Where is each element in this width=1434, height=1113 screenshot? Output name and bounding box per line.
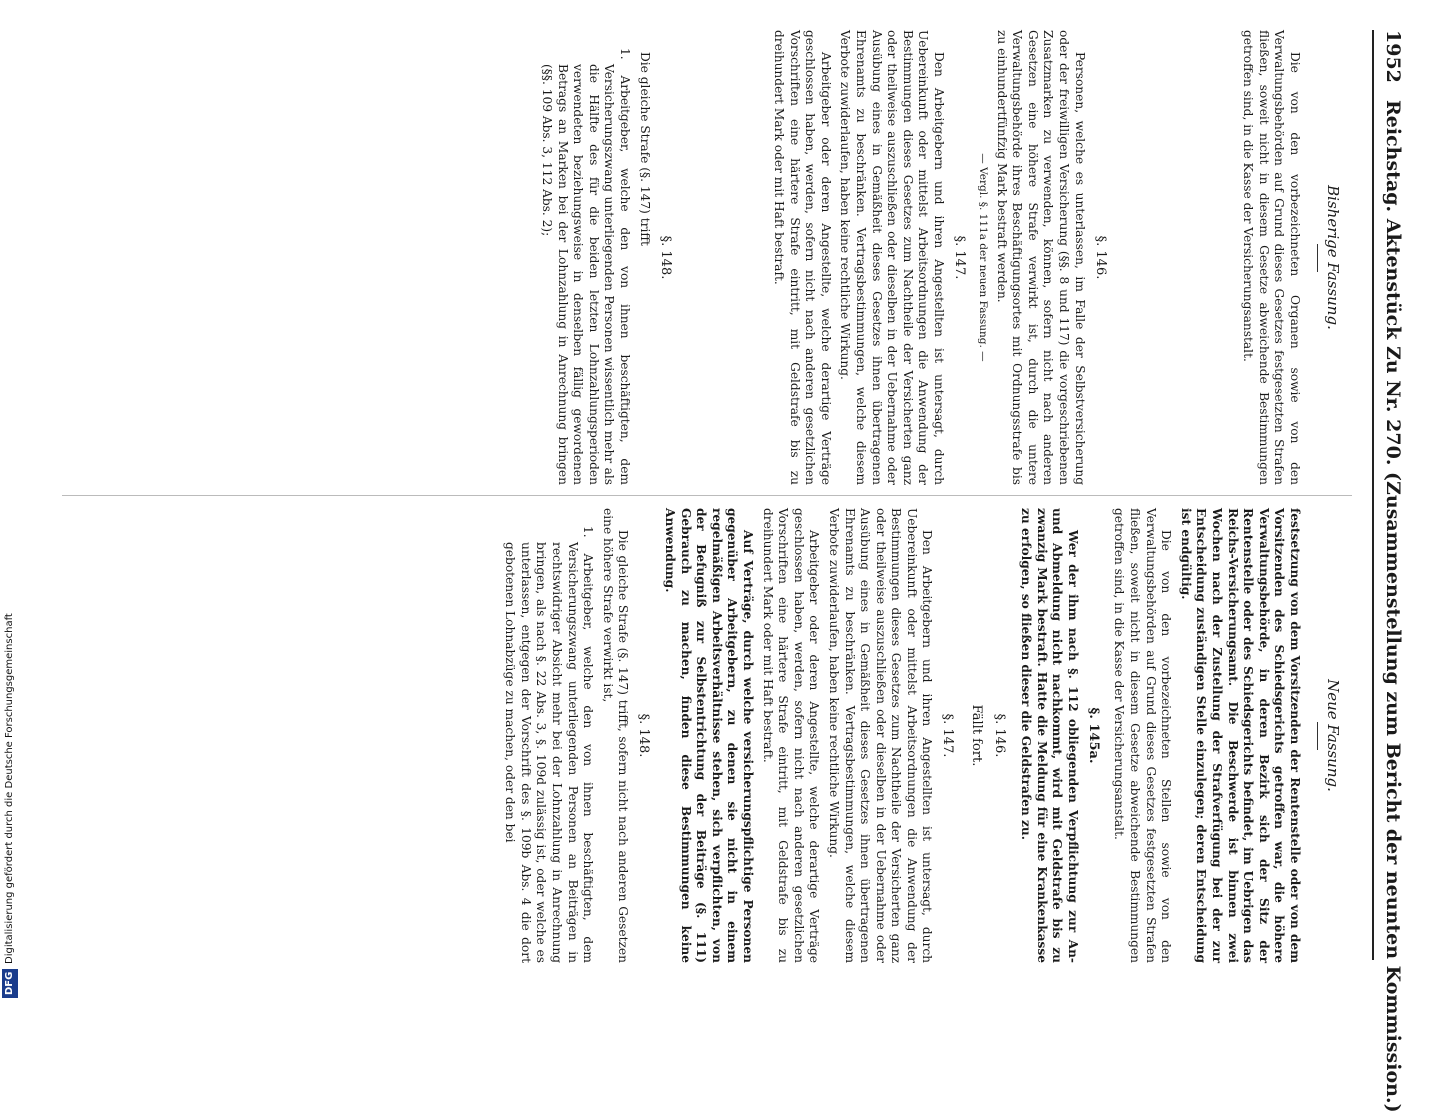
left-spacer (1118, 30, 1236, 485)
header-rule (1372, 30, 1374, 960)
page-header (1372, 30, 1404, 1113)
left-s146-note: — Vergl. §. 111a der neuen Fassung. — (977, 153, 990, 362)
page-number: 1952 (1382, 30, 1404, 83)
heading-underline (1317, 722, 1318, 750)
right-heading-text: Neue Fassung. (1324, 679, 1342, 792)
right-s146-faellt-fort: Fällt fort. (969, 704, 985, 767)
right-continuation-paragraph: festsetzung von dem Vorsitzenden der Rentenstelle oder von dem Vorsitzenden des Schiedsgerichts getroffen war, die höhere Verwaltungsbehörde, in deren Bezirk sich der Sitz der Rentenstelle oder des Schiedsgerichts befindet, im Uebrigen das Reichs-Versicherungsamt. Die Beschwerde ist binnen zwei Wochen nach der Zustellung der Strafverfügung bei der zur Entscheidung zuständigen Stelle einzulegen; deren Entscheidung ist endgültig. (1178, 508, 1302, 963)
right-column (498, 508, 1302, 963)
left-spacer (683, 30, 767, 485)
right-s147-paragraph-3: Auf Verträge, durch welche versicherungspflichtige Personen gegenüber Arbeitgebern, zu denen sie nicht in einem regelmäßigen Arbeitsverhältnisse stehen, sich verpflichten, von der Befugniß zur Selbstentrichtung der Beiträge (§. 111) Gebrauch zu machen, finden diese Bestimmungen keine Anwendung. (663, 508, 755, 963)
rotated-page (22, 0, 1412, 1113)
right-s148-item-1: 1. Arbeitgeber, welche den von ihnen beschäftigten, dem Versicherungszwang unterliegenden Personen an Beiträgen in rechtswidriger Absicht mehr bei der Lohnzahlung in Anrechnung bringen, als nach §. 22 Abs. 3, §. 109d zulässig ist, oder welche es unterlassen, entgegen der Vorschrift des §. 109b Abs. 4 die dort gebotenen Lohnabzüge zu machen, oder den bei (503, 526, 596, 963)
left-heading-text: Bisherige Fassung. (1324, 185, 1342, 330)
footer-credit-strip (2, 8, 22, 998)
right-s145a-title: §. 145a. (1085, 707, 1101, 764)
right-s148-title: §. 148. (636, 713, 652, 758)
right-s145a-text: Wer der ihm nach §. 112 obliegenden Verpflichtung zur An- und Abmeldung nicht nachkommt, wird mit Geldstrafe bis zu zwanzig Mark bestraft. Hatte die Meldung für eine Krankenkasse zu erfolgen, so fließen dieser die Geldstrafen zu. (1019, 508, 1080, 963)
right-s146-title: §. 146. (992, 713, 1008, 758)
right-column-heading (1317, 508, 1342, 963)
right-s147-paragraph-2: Arbeitgeber oder deren Angestellte, welche derartige Verträge geschlossen haben, werden, sofern nicht nach anderen gesetzlichen Vorschriften eine härtere Strafe eintritt, mit Geldstrafe bis zu dreihundert Mark oder mit Haft bestraft. (760, 508, 822, 963)
dfg-logo: DFG (2, 969, 18, 998)
left-column (534, 30, 1302, 485)
right-s148-intro: Die gleiche Strafe (§. 147) trifft, sofern nicht nach anderen Gesetzen eine höhere Strafe verwirkt ist, (600, 508, 631, 963)
footer-credit: Digitalisierung gefördert durch die Deutsche Forschungsgemeinschaft (4, 613, 15, 964)
left-s146-title: §. 146. (1092, 235, 1108, 280)
column-divider (62, 495, 1352, 496)
heading-underline (1317, 244, 1318, 272)
left-s147-paragraph-2: Arbeitgeber oder deren Angestellte, welche derartige Verträge geschlossen haben, werden, sofern nicht nach anderen gesetzlichen Vorschriften eine härtere Strafe eintritt, mit Geldstrafe bis zu dreihundert Mark oder mit Haft bestraft. (772, 30, 833, 485)
left-intro-paragraph: Die von den vorbezeichneten Organen sowie von den Verwaltungsbehörden auf Grund dieses Gesetzes festgesetzten Strafen fließen, soweit nicht in diesem Gesetze abweichende Bestimmungen getroffen sind, in die Kasse der Versicherungsanstalt. (1241, 30, 1302, 485)
left-s147-title: §. 147. (952, 235, 968, 280)
left-s148-intro: Die gleiche Strafe (§. 147) trifft (637, 52, 652, 246)
left-s148-item-1: 1. Arbeitgeber, welche den von ihnen beschäftigten, dem Versicherungszwang unterliegenden Personen wissentlich mehr als die Hälfte des für die beiden letzten Lohnzahlungsperioden verwendeten beziehungsweise in denselben fällig gewordenen Betrags an Marken bei der Lohnzahlung in Anrechnung bringen (§§. 109 Abs. 3, 112 Abs. 2); (539, 48, 632, 485)
left-s147-paragraph-1: Den Arbeitgebern und ihren Angestellten ist untersagt, durch Uebereinkunft oder mittelst Arbeitsordnungen die Anwendung der Bestimmungen dieses Gesetzes zum Nachtheile der Versicherten ganz oder theilweise auszuschließen oder dieselben in der Uebernahme oder Ausübung eines in Gemäßheit dieses Gesetzes ihnen übertragenen Ehrenamts zu beschränken. Vertragsbestimmungen, welche diesem Verbote zuwiderlaufen, haben keine rechtliche Wirkung. (838, 30, 947, 485)
left-s148-title: §. 148. (657, 235, 673, 280)
right-intro-paragraph: Die von den vorbezeichneten Stellen sowie von den Verwaltungsbehörden auf Grund dieses Gesetzes festgesetzten Strafen fließen, soweit nicht in diesem Gesetze abweichende Bestimmungen getroffen sind, in die Kasse der Versicherungsanstalt. (1112, 508, 1174, 963)
right-s147-title: §. 147. (940, 713, 956, 758)
left-column-heading (1317, 30, 1342, 485)
left-s146-text: Personen, welche es unterlassen, im Falle der Selbstversicherung oder der freiwilligen Versicherung (§§. 8 und 117) die vorgeschriebenen Zusatzmarken zu verwenden, können, sofern nicht nach anderen Gesetzen eine höhere Strafe verwirkt ist, durch die untere Verwaltungsbehörde ihres Beschäftigungsortes mit Ordnungsstrafe bis zu einhundertfünfzig Mark bestraft werden. (994, 30, 1087, 485)
right-s147-paragraph-1: Den Arbeitgebern und ihren Angestellten ist untersagt, durch Uebereinkunft oder mittelst Arbeitsordnungen die Anwendung der Bestimmungen dieses Gesetzes zum Nachtheile der Versicherten ganz oder theilweise auszuschließen oder dieselben in der Uebernahme oder Ausübung eines in Gemäßheit dieses Gesetzes ihnen übertragenen Ehrenamts zu beschränken. Vertragsbestimmungen, welche diesem Verbote zuwiderlaufen, haben keine rechtliche Wirkung. (826, 508, 935, 963)
page-title: Reichstag. Aktenstück Zu Nr. 270. (Zusammenstellung zum Bericht der neunten Kommission.) (1382, 100, 1404, 1113)
